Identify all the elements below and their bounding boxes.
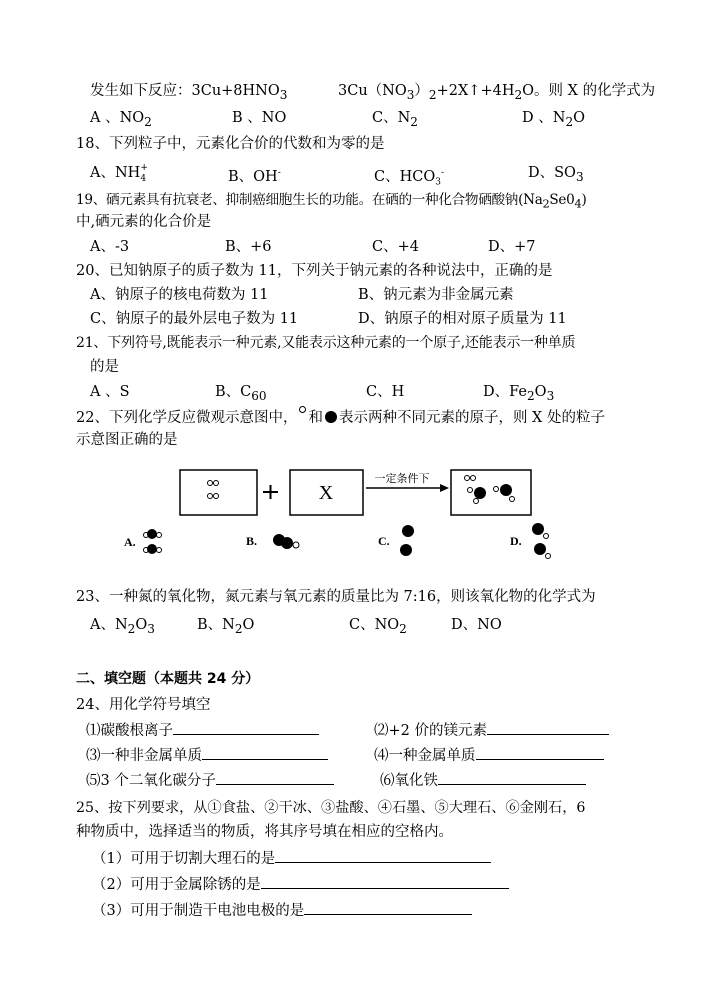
q24-item-1 <box>86 720 319 741</box>
answer-a-label[interactable]: A. <box>124 535 136 549</box>
plus-icon <box>263 485 278 499</box>
q23-stem: 23、一种氮的氧化物，氮元素与氧元素的质量比为 7:16，则该氧化物的化学式为 <box>76 589 596 605</box>
section-2-title: 二、填空题（本题共 24 分） <box>76 671 260 687</box>
q24-item-4-blank[interactable] <box>476 745 604 760</box>
q23-option-d-text: D、NO <box>451 617 502 633</box>
q21-option-d-tail: O <box>534 384 547 400</box>
q21-option-a-text: A 、S <box>90 384 130 400</box>
q17-option-c-sub: 2 <box>410 114 418 129</box>
q18-option-b-sup: - <box>277 168 281 178</box>
q25-item-3 <box>92 900 472 921</box>
q24-item-6-label: ⑹氧化铁 <box>380 773 438 789</box>
q17-option-c-text: C、N <box>372 110 411 126</box>
q24-item-5-blank[interactable] <box>216 770 334 785</box>
q17-eq-mid: 3Cu（NO <box>338 83 407 99</box>
q22-stem-a: 22、下列化学反应微观示意图中， <box>76 410 298 426</box>
q17-option-d-text: D 、N <box>522 110 566 126</box>
q19-option-a[interactable]: A、-3 <box>90 239 130 255</box>
q25-stem-line2: 种物质中，选择适当的物质，将其序号填在相应的空格内。 <box>76 824 453 840</box>
q25-item-3-blank[interactable] <box>304 900 472 915</box>
q23-option-a[interactable] <box>90 615 155 639</box>
q23-option-c-text: C、NO <box>349 617 400 633</box>
q24-item-2-label: ⑵+2 价的镁元素 <box>374 723 487 739</box>
q21-option-b-text: B、C <box>215 384 252 400</box>
q18-option-a-text: A、NH <box>90 165 141 181</box>
q17-option-d-tail: O <box>573 110 586 126</box>
q19-stem-sub2: 4 <box>574 196 582 211</box>
q25-item-2 <box>92 874 509 895</box>
q25-item-3-label: （3）可用于制造干电池电极的是 <box>92 903 305 919</box>
q25-item-2-blank[interactable] <box>261 874 509 889</box>
q23-option-a-text: A、N <box>90 617 128 633</box>
arrow-condition-label: 一定条件下 <box>374 472 430 485</box>
q17-eq-mid4: O。则 X 的化学式为 <box>522 83 656 99</box>
q24-stem: 24、用化学符号填空 <box>76 697 211 713</box>
q25-item-1-label: （1）可用于切割大理石的是 <box>92 851 276 867</box>
q20-option-c[interactable]: C、钠原子的最外层电子数为 11 <box>90 311 299 327</box>
reaction-arrow-icon <box>366 484 449 492</box>
answer-a-molecule[interactable] <box>144 529 162 554</box>
answer-c-label[interactable]: C. <box>378 534 390 548</box>
q23-option-b-tail: O <box>242 617 255 633</box>
q18-option-a-sub: 4 <box>140 173 147 184</box>
q23-option-d[interactable] <box>451 615 502 635</box>
q19-option-d[interactable]: D、+7 <box>488 239 536 255</box>
q18-option-d-sub: 3 <box>575 169 584 184</box>
q21-option-d-sub: 2 <box>526 388 535 403</box>
answer-d-molecule[interactable] <box>532 523 551 559</box>
q17-eq-mid2: ） <box>414 83 429 99</box>
q23-option-c-sub: 2 <box>399 621 407 636</box>
q24-item-3 <box>86 745 328 766</box>
q17-eq-sub: 3 <box>279 87 288 102</box>
answer-c-molecule[interactable] <box>400 525 414 556</box>
q17-option-b-text: B 、NO <box>232 110 287 126</box>
q23-option-b-text: B、N <box>197 617 235 633</box>
q21-option-c-text: C、H <box>366 384 405 400</box>
q17-eq-sub3: 2 <box>514 87 523 102</box>
q18-option-a-sup: + <box>140 163 148 173</box>
q23-option-a-tail: O <box>135 617 148 633</box>
q24-item-3-label: ⑶一种非金属单质 <box>86 748 202 764</box>
q19-stem-sub1: 2 <box>542 196 550 211</box>
q24-item-4 <box>374 745 604 766</box>
q19-option-c[interactable]: C、+4 <box>372 239 419 255</box>
q23-option-b[interactable] <box>197 615 254 639</box>
q20-option-a[interactable]: A、钠原子的核电荷数为 11 <box>90 287 269 303</box>
q18-option-b-text: B、OH <box>228 168 278 185</box>
q17-eq-sub1: 3 <box>406 87 415 102</box>
q19-stem-end: ) <box>581 192 587 208</box>
q24-item-1-label: ⑴碳酸根离子 <box>86 723 173 739</box>
q17-eq-text: 发生如下反应：3Cu+8HNO <box>90 83 280 99</box>
q19-stem-line2: 中,硒元素的化合价是 <box>76 214 212 230</box>
q18-option-c-sup: - <box>440 168 445 178</box>
q18-stem: 18、下列粒子中，元素化合价的代数和为零的是 <box>76 136 385 152</box>
q23-option-a-sub: 2 <box>127 621 136 636</box>
q21-option-b-sub: 60 <box>251 388 267 403</box>
reactant-box-1 <box>180 470 257 515</box>
q23-option-a-sub2: 3 <box>147 621 155 636</box>
q23-option-b-sub: 2 <box>234 621 243 636</box>
q21-option-d-text: D、Fe <box>483 384 527 400</box>
q23-option-c[interactable] <box>349 615 407 639</box>
answer-b-label[interactable]: B. <box>246 534 258 548</box>
reactant-box-1-molecule <box>208 481 219 499</box>
q19-option-b[interactable]: B、+6 <box>225 239 272 255</box>
q24-item-5 <box>86 770 334 791</box>
q22-stem-c: 表示两种不同元素的原子，则 X 处的粒子 <box>338 410 605 426</box>
box-x-label: X <box>318 482 334 504</box>
q18-option-c-sub: 3 <box>435 177 441 188</box>
q17-eq-sub2: 2 <box>428 87 437 102</box>
q24-item-1-blank[interactable] <box>173 720 319 735</box>
q19-stem-text: 19、硒元素具有抗衰老、抑制癌细胞生长的功能。在硒的一种化合物硒酸钠(Na <box>76 192 543 208</box>
answer-b-molecule[interactable] <box>273 534 299 549</box>
q24-item-2-blank[interactable] <box>487 720 609 735</box>
q25-stem-line1: 25、按下列要求，从①食盐、②干冰、③盐酸、④石墨、⑤大理石、⑥金刚石，6 <box>76 800 586 816</box>
q25-item-1 <box>92 848 491 869</box>
q18-option-d-text: D、SO <box>528 165 576 181</box>
q25-item-2-label: （2）可用于金属除锈的是 <box>92 877 261 893</box>
q24-item-6-blank[interactable] <box>438 770 586 785</box>
q19-stem-mid: Se0 <box>549 192 575 208</box>
q22-stem-line2: 示意图正确的是 <box>76 432 178 448</box>
q21-option-d-sub2: 3 <box>546 388 555 403</box>
q18-option-c-text: C、HCO <box>374 168 436 185</box>
q22-stem-b: 和 <box>308 410 323 426</box>
q17-option-a-text: A 、NO <box>90 110 145 126</box>
q17-option-d-sub: 2 <box>565 114 574 129</box>
q20-option-b[interactable]: B、钠元素为非金属元素 <box>358 287 514 303</box>
q24-item-2 <box>374 720 609 741</box>
product-box <box>451 470 531 515</box>
q20-option-d[interactable]: D、钠原子的相对原子质量为 11 <box>358 311 567 327</box>
q17-eq-mid3: +2X↑+4H <box>436 83 515 99</box>
product-box-molecules <box>465 476 515 504</box>
q20-stem: 20、已知钠原子的质子数为 11，下列关于钠元素的各种说法中，正确的是 <box>76 263 553 279</box>
q24-item-6 <box>380 770 586 791</box>
q17-option-a-sub: 2 <box>144 114 152 129</box>
q21-stem-line2: 的是 <box>90 359 119 375</box>
q24-item-4-label: ⑷一种金属单质 <box>374 748 476 764</box>
q24-item-5-label: ⑸3 个二氧化碳分子 <box>86 773 216 789</box>
answer-d-label[interactable]: D. <box>510 534 522 548</box>
q24-item-3-blank[interactable] <box>202 745 328 760</box>
q21-stem-line1: 21、下列符号,既能表示一种元素,又能表示这种元素的一个原子,还能表示一种单质 <box>76 335 576 351</box>
q25-item-1-blank[interactable] <box>275 848 491 863</box>
